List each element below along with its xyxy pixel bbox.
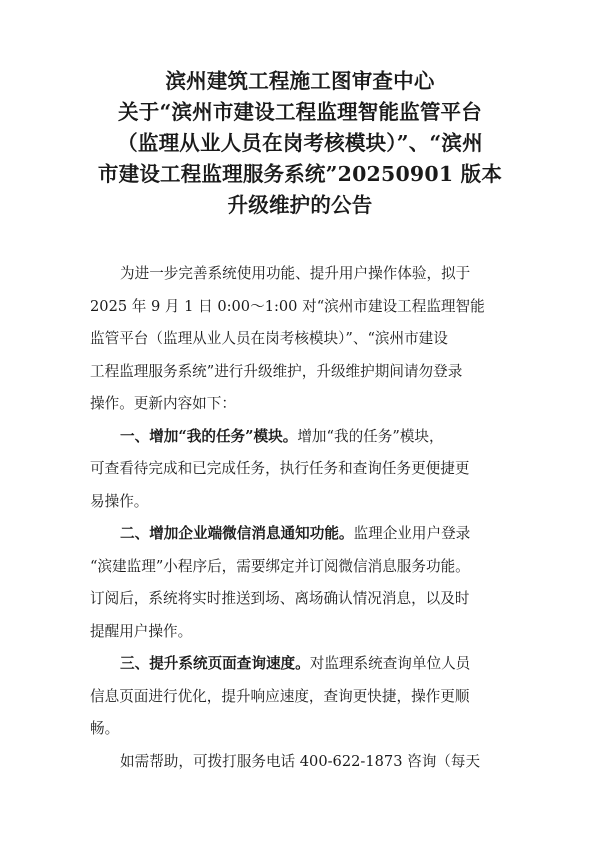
intro-line-4: 工程监理服务系统”进行升级维护，升级维护期间请勿登录 <box>90 362 463 380</box>
title-line-3: （监理从业人员在岗考核模块）”、“滨州 <box>117 131 483 155</box>
item1-line-1 <box>90 421 510 454</box>
title-line-1: 滨州建筑工程施工图审查中心 <box>165 69 435 93</box>
item1-text: 增加“我的任务”模块， <box>297 427 444 445</box>
item2-line-2: “滨建监理”小程序后，需要绑定并订阅微信消息服务功能。 <box>90 557 470 575</box>
item1-heading: 一、增加“我的任务”模块。 <box>120 427 298 445</box>
announcement-body <box>90 258 510 778</box>
title-line-2: 关于“滨州市建设工程监理智能监管平台 <box>118 100 482 124</box>
help-line: 如需帮助，可拨打服务电话 400-622-1873 咨询（每天 <box>120 752 481 770</box>
item3-text: 对监理系统查询单位人员 <box>309 655 471 672</box>
intro-line-5: 操作。更新内容如下： <box>90 395 236 412</box>
intro-line-1: 为进一步完善系统使用功能、提升用户操作体验，拟于 <box>120 265 471 282</box>
item2-heading: 二、增加企业端微信消息通知功能。 <box>120 525 354 542</box>
item3-heading: 三、提升系统页面查询速度。 <box>120 655 310 672</box>
intro-line-2: 2025 年 9 月 1 日 0:00～1:00 对“滨州市建设工程监理智能 <box>90 297 485 315</box>
item1-line-3: 易操作。 <box>90 492 149 510</box>
item3-line-2: 信息页面进行优化，提升响应速度，查询更快捷，操作更顺 <box>90 687 470 705</box>
item1-line-2: 可查看待完成和已完成任务，执行任务和查询任务更便捷更 <box>90 460 470 477</box>
item2-line-1 <box>90 518 510 551</box>
intro-line-3: 监管平台（监理从业人员在岗考核模块）”、“滨州市建设 <box>90 330 448 347</box>
title-line-5: 升级维护的公告 <box>227 193 373 217</box>
item3-line-1 <box>90 648 510 681</box>
item2-text: 监理企业用户登录 <box>353 525 471 542</box>
announcement-title <box>90 66 510 221</box>
title-line-4: 市建设工程监理服务系统”20250901 版本 <box>97 162 503 186</box>
item2-line-3: 订阅后，系统将实时推送到场、离场确认情况消息，以及时 <box>90 590 470 607</box>
item2-line-4: 提醒用户操作。 <box>90 622 193 640</box>
item3-line-3: 畅。 <box>90 720 120 737</box>
